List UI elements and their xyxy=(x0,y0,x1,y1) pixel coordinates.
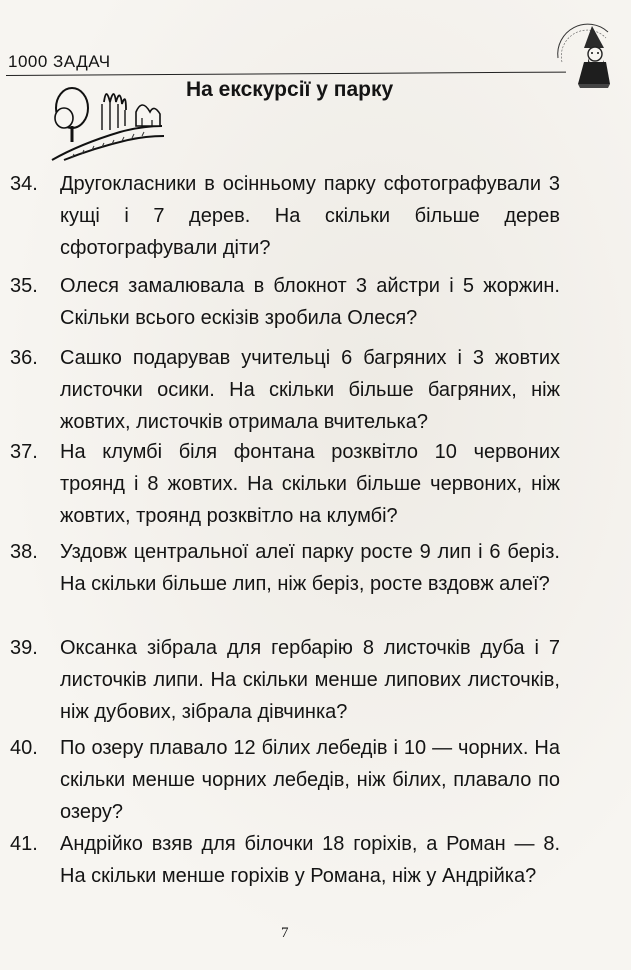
problem-text: Уздовж центральної алеї парку росте 9 лип і 6 беріз. На скільки більше лип, ніж беріз, росте вздовж алеї? xyxy=(60,541,560,595)
problem-text: По озеру плавало 12 білих лебедів і 10 — чорних. На скільки менше чорних лебедів, ніж білих, плавало по озеру? xyxy=(60,737,560,823)
park-illustration-icon xyxy=(50,82,168,162)
problem-text: Другокласники в осінньому парку сфотографували 3 кущі і 7 дерев. На скільки більше дерев сфотографували діти? xyxy=(60,173,560,259)
problem-number: 36. xyxy=(10,347,38,369)
problem-number: 34. xyxy=(10,173,38,195)
header-rule xyxy=(6,72,566,76)
series-logo-icon xyxy=(548,18,626,90)
problem-text: На клумбі біля фонтана розквітло 10 червоних троянд і 8 жовтих. На скільки більше червоних, ніж жовтих, троянд розквітло на клумбі? xyxy=(60,441,560,527)
problem-number: 35. xyxy=(10,275,38,297)
problem-text: Олеся замалювала в блокнот 3 айстри і 5 жоржин. Скільки всього ескізів зробила Олеся? xyxy=(60,275,560,329)
problem-number: 38. xyxy=(10,541,38,563)
page-number: 7 xyxy=(281,925,289,941)
problem-number: 40. xyxy=(10,737,38,759)
problem-text: Оксанка зібрала для гербарію 8 листочків дуба і 7 листочків липи. На скільки менше липових листочків, ніж дубових, зібрала дівчинка? xyxy=(60,637,560,723)
problem-text: Андрійко взяв для білочки 18 горіхів, а Роман — 8. На скільки менше горіхів у Романа, ніж у Андрійка? xyxy=(60,833,560,887)
problem-number: 41. xyxy=(10,833,38,855)
problem-number: 37. xyxy=(10,441,38,463)
problem-text: Сашко подарував учительці 6 багряних і 3 жовтих листочки осики. На скільки більше багряних, ніж жовтих, листочків отримала вчителька? xyxy=(60,347,560,433)
chapter-title: На екскурсії у парку xyxy=(186,78,394,101)
running-head: 1000 ЗАДАЧ xyxy=(8,52,111,71)
problem-number: 39. xyxy=(10,637,38,659)
